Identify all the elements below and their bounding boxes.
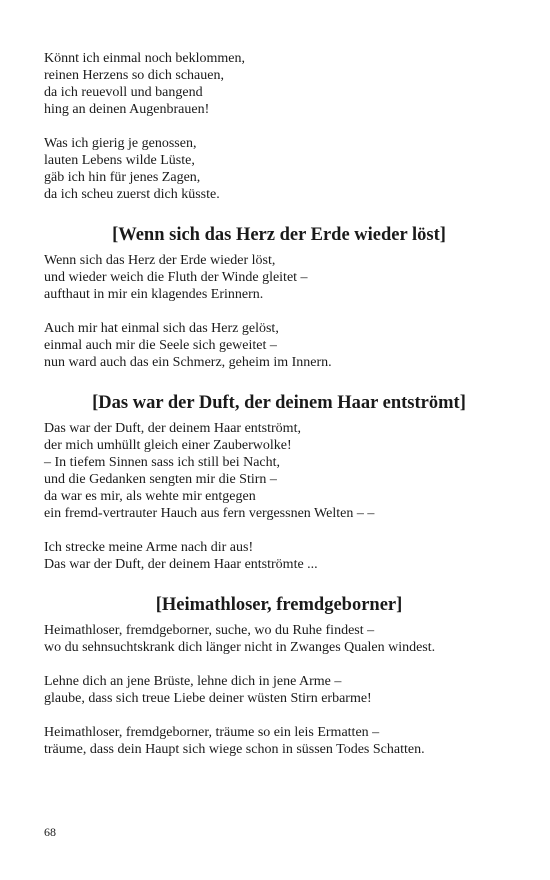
verse-line: gäb ich hin für jenes Zagen, xyxy=(44,170,201,185)
verse-line: Lehne dich an jene Brüste, lehne dich in jene Arme – xyxy=(44,674,342,689)
stanza xyxy=(44,420,514,522)
verse-line: aufthaut in mir ein klagendes Erinnern. xyxy=(44,287,264,302)
verse-line: Könnt ich einmal noch beklommen, xyxy=(44,51,246,66)
poem-title: [Heimathloser, fremdgeborner] xyxy=(155,595,403,615)
stanza xyxy=(44,539,514,573)
stanza xyxy=(44,724,514,758)
verse-line: träume, dass dein Haupt sich wiege schon in süssen Todes Schatten. xyxy=(44,742,425,757)
poem-title: [Wenn sich das Herz der Erde wieder löst] xyxy=(112,225,446,245)
verse-line: und wieder weich die Fluth der Winde gleitet – xyxy=(44,270,308,285)
stanza xyxy=(44,673,514,707)
poem-heimathloser xyxy=(44,594,514,758)
stanza xyxy=(44,622,514,656)
verse-line: Auch mir hat einmal sich das Herz gelöst, xyxy=(44,321,279,336)
book-page xyxy=(44,50,514,758)
verse-line: reinen Herzens so dich schauen, xyxy=(44,68,224,83)
poem-title: [Das war der Duft, der deinem Haar entströmt] xyxy=(92,393,466,413)
verse-line: Was ich gierig je genossen, xyxy=(44,136,197,151)
stanza xyxy=(44,252,514,303)
verse-line: wo du sehnsuchtskrank dich länger nicht in Zwanges Qualen windest. xyxy=(44,640,436,655)
stanza xyxy=(44,50,514,118)
verse-line: Ich strecke meine Arme nach dir aus! xyxy=(44,540,254,555)
verse-line: – In tiefem Sinnen sass ich still bei Nacht, xyxy=(44,455,281,470)
page-number: 68 xyxy=(44,825,56,839)
poem-herz-der-erde xyxy=(44,224,514,371)
verse-line: da ich reuevoll und bangend xyxy=(44,85,203,100)
verse-line: da war es mir, als wehte mir entgegen xyxy=(44,489,256,504)
verse-line: nun ward auch das ein Schmerz, geheim im Innern. xyxy=(44,355,332,370)
verse-line: und die Gedanken sengten mir die Stirn – xyxy=(44,472,277,487)
verse-line: da ich scheu zuerst dich küsste. xyxy=(44,187,220,202)
stanza xyxy=(44,320,514,371)
poem-duft xyxy=(44,392,514,573)
stanza xyxy=(44,135,514,203)
verse-line: der mich umhüllt gleich einer Zauberwolke! xyxy=(44,438,292,453)
verse-line: ein fremd-vertrauter Hauch aus fern vergessnen Welten – – xyxy=(44,506,375,521)
verse-line: einmal auch mir die Seele sich geweitet – xyxy=(44,338,277,353)
verse-line: Heimathloser, fremdgeborner, träume so ein leis Ermatten – xyxy=(44,725,380,740)
verse-line: hing an deinen Augenbrauen! xyxy=(44,102,210,117)
verse-line: Das war der Duft, der deinem Haar entströmt, xyxy=(44,421,301,436)
verse-line: Heimathloser, fremdgeborner, suche, wo du Ruhe findest – xyxy=(44,623,375,638)
poem-continuation xyxy=(44,50,514,203)
verse-line: glaube, dass sich treue Liebe deiner wüsten Stirn erbarme! xyxy=(44,691,372,706)
verse-line: Das war der Duft, der deinem Haar entströmte ... xyxy=(44,557,318,572)
verse-line: lauten Lebens wilde Lüste, xyxy=(44,153,195,168)
verse-line: Wenn sich das Herz der Erde wieder löst, xyxy=(44,253,276,268)
